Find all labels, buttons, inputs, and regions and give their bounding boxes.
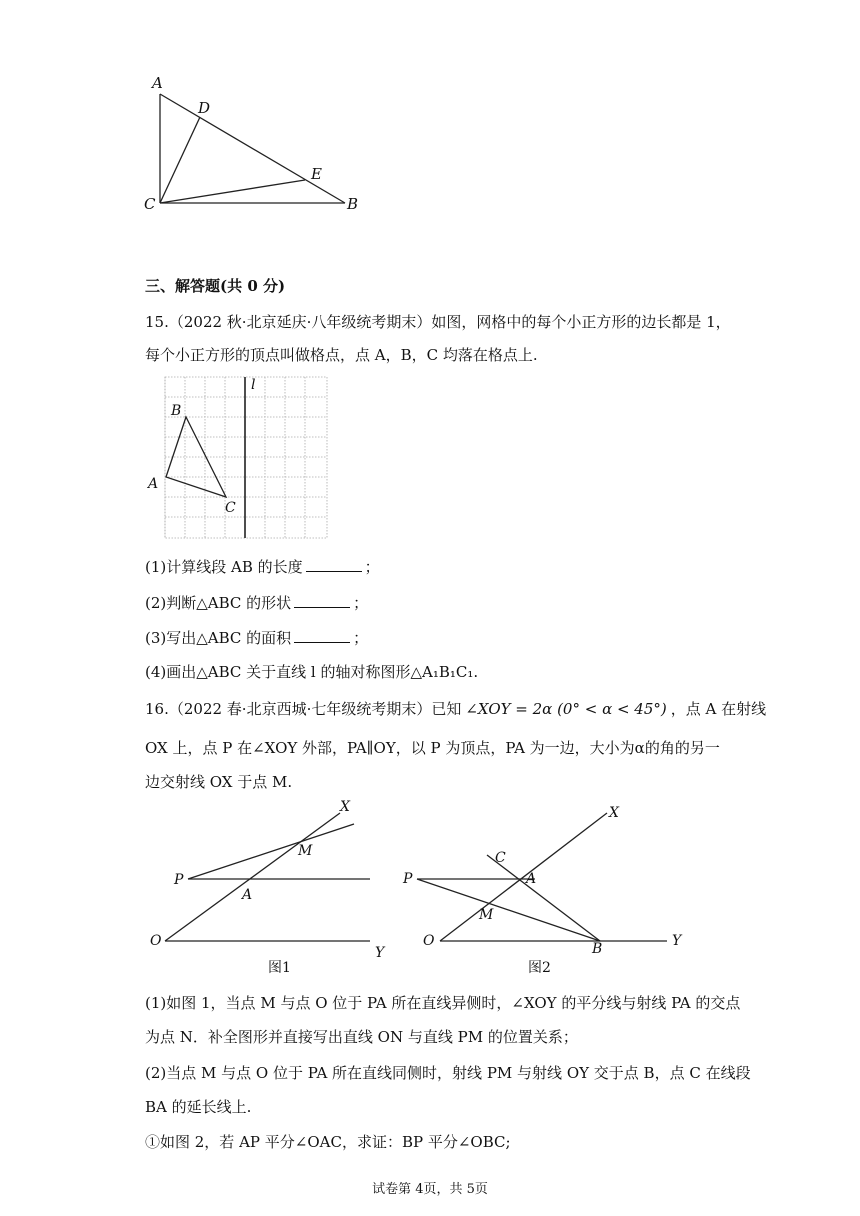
grid-label-c: C [225,500,236,516]
q16-part-1b: 为点 N．补全图形并直接写出直线 ON 与直线 PM 的位置关系； [145,1028,578,1046]
section-title: 三、解答题(共 0 分) [145,277,286,295]
fig2-label-o: O [423,933,435,949]
q16-part-2c: ①如图 2，若 AP 平分∠OAC，求证：BP 平分∠OBC; [145,1133,511,1151]
fig1-caption: 图1 [268,960,291,976]
q16-line-2: OX 上，点 P 在∠XOY 外部，PA∥OY，以 P 为顶点，PA 为一边，大小为α的角的另一 [145,739,720,757]
answer-blank[interactable] [294,593,350,608]
fig2-label-a: A [526,871,537,887]
answer-blank[interactable] [306,557,362,572]
grid-label-a: A [148,476,159,492]
label-b: B [347,195,359,213]
q16-line-1: 16.（2022 春·北京西城·七年级统考期末）已知 ∠XOY = 2α (0° < α < 45°) ，点 A 在射线 [145,700,767,718]
q16-line-3: 边交射线 OX 于点 M. [145,773,293,791]
fig2-label-x: X [609,805,619,821]
q15-intro-1: 15.（2022 秋·北京延庆·八年级统考期末）如图，网格中的每个小正方形的边长都是 1， [145,313,731,331]
answer-blank[interactable] [294,628,350,643]
grid-label-l: l [251,377,256,393]
fig2-label-c: C [495,850,506,866]
fig2-label-b: B [592,941,603,957]
grid-figure [140,370,340,545]
fig1-label-o: O [150,933,162,949]
q16-part-2a: (2)当点 M 与点 O 位于 PA 所在直线同侧时，射线 PM 与射线 OY 交于点 B，点 C 在线段 [145,1064,751,1082]
q15-item-1: (1)计算线段 AB 的长度 ； [145,558,380,576]
fig2-label-y: Y [672,933,682,949]
fig2-label-p: P [403,871,413,887]
q15-item-2: (2)判断△ABC 的形状 ； [145,594,369,612]
label-a: A [152,74,163,92]
fig1-label-x: X [340,799,350,815]
label-d: D [198,99,211,117]
fig1-label-a: A [242,887,253,903]
q15-intro-2: 每个小正方形的顶点叫做格点，点 A，B，C 均落在格点上. [145,346,538,364]
grid-label-b: B [171,403,182,419]
page-footer: 试卷第 4页，共 5页 [372,1182,488,1197]
label-e: E [311,165,322,183]
q15-item-4: (4)画出△ABC 关于直线 l 的轴对称图形△A₁B₁C₁. [145,663,479,681]
figure-2 [395,795,695,975]
fig1-label-y: Y [375,945,385,961]
fig1-label-p: P [174,872,184,888]
label-c: C [144,195,156,213]
fig2-caption: 图2 [528,960,551,976]
fig2-label-m: M [479,907,494,923]
q16-part-1a: (1)如图 1，当点 M 与点 O 位于 PA 所在直线异侧时，∠XOY 的平分线与射线 PA 的交点 [145,994,741,1012]
q16-part-2b: BA 的延长线上. [145,1098,252,1116]
q15-item-3: (3)写出△ABC 的面积 ； [145,629,369,647]
figure-1 [140,795,390,975]
triangle-figure [130,70,380,220]
fig1-label-m: M [298,843,313,859]
